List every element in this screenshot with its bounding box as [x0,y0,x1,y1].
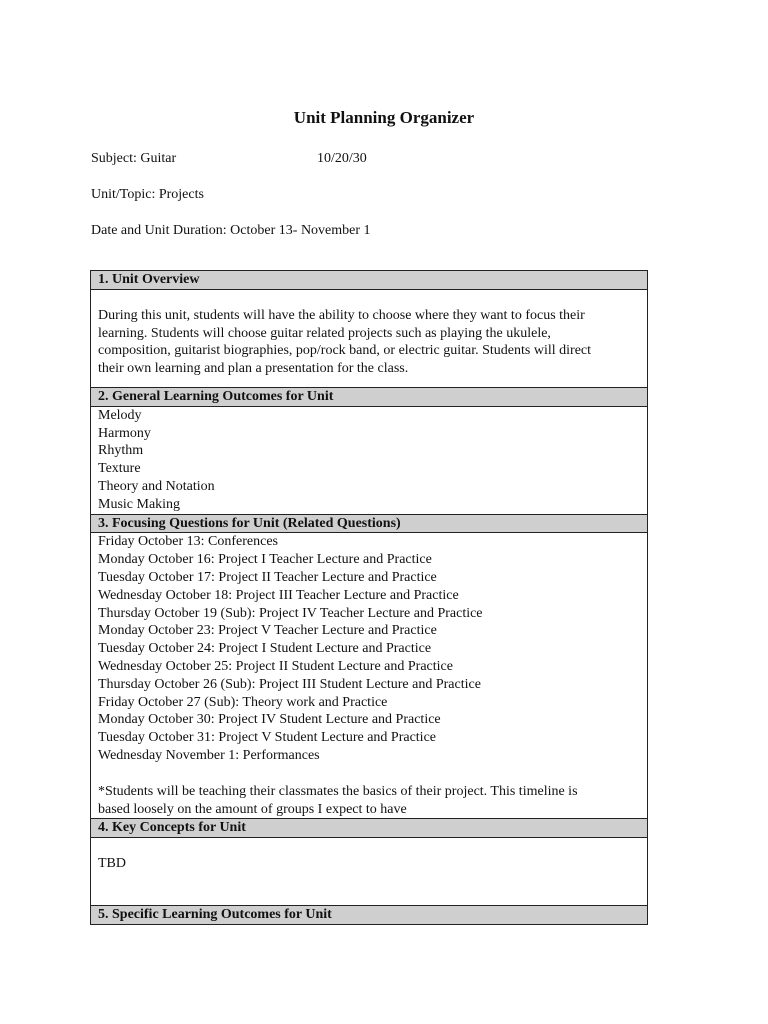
schedule-item: Thursday October 19 (Sub): Project IV Teacher Lecture and Practice [98,605,483,621]
section-heading-questions: 3. Focusing Questions for Unit (Related Questions) [91,514,648,533]
list-item: Theory and Notation [98,478,215,494]
schedule-item: Tuesday October 17: Project II Teacher Lecture and Practice [98,569,437,585]
subject-text: Subject: Guitar [91,151,177,166]
overview-line: learning. Students will choose guitar related projects such as playing the ukulele, [98,325,551,341]
schedule-note [98,783,640,819]
section-heading-overview: 1. Unit Overview [91,271,648,290]
concepts-body: TBD [91,838,648,906]
overview-line: composition, guitarist biographies, pop/rock band, or electric guitar. Students will direct [98,343,592,359]
section-heading-specific: 5. Specific Learning Outcomes for Unit [91,906,648,925]
list-item: Music Making [98,496,181,512]
schedule-item: Wednesday November 1: Performances [98,747,320,763]
unit-topic-line: Unit/Topic: Projects [91,187,204,202]
schedule-item: Monday October 23: Project V Teacher Lecture and Practice [98,623,437,639]
schedule-item: Monday October 30: Project IV Student Lecture and Practice [98,712,441,728]
duration-line: Date and Unit Duration: October 13- November 1 [91,223,371,238]
section-heading-outcomes: 2. General Learning Outcomes for Unit [91,387,648,406]
overview-body [91,289,648,387]
outcomes-list [91,406,648,514]
schedule-item: Friday October 13: Conferences [98,534,278,550]
schedule-item: Tuesday October 24: Project I Student Lecture and Practice [98,641,432,657]
note-line: *Students will be teaching their classmates the basics of their project. This timeline is [98,783,578,799]
schedule-item: Tuesday October 31: Project V Student Lecture and Practice [98,730,436,746]
overview-line: their own learning and plan a presentation for the class. [98,361,409,377]
questions-schedule [91,533,648,819]
list-item: Melody [98,407,142,423]
document-date: 10/20/30 [317,151,367,166]
schedule-item: Wednesday October 18: Project III Teacher Lecture and Practice [98,587,459,603]
list-item: Texture [98,461,141,477]
section-heading-concepts: 4. Key Concepts for Unit [91,819,648,838]
overview-line: During this unit, students will have the ability to choose where they want to focus their [98,307,585,323]
note-line: based loosely on the amount of groups I expect to have [98,801,407,817]
schedule-item: Wednesday October 25: Project II Student Lecture and Practice [98,658,453,674]
schedule-item: Monday October 16: Project I Teacher Lecture and Practice [98,552,432,568]
unit-organizer-table [90,270,648,925]
document-title: Unit Planning Organizer [293,108,475,127]
list-item: Rhythm [98,443,144,459]
list-item: Harmony [98,425,151,441]
schedule-item: Thursday October 26 (Sub): Project III Student Lecture and Practice [98,676,481,692]
subject-line [91,150,491,168]
schedule-item: Friday October 27 (Sub): Theory work and Practice [98,694,388,710]
